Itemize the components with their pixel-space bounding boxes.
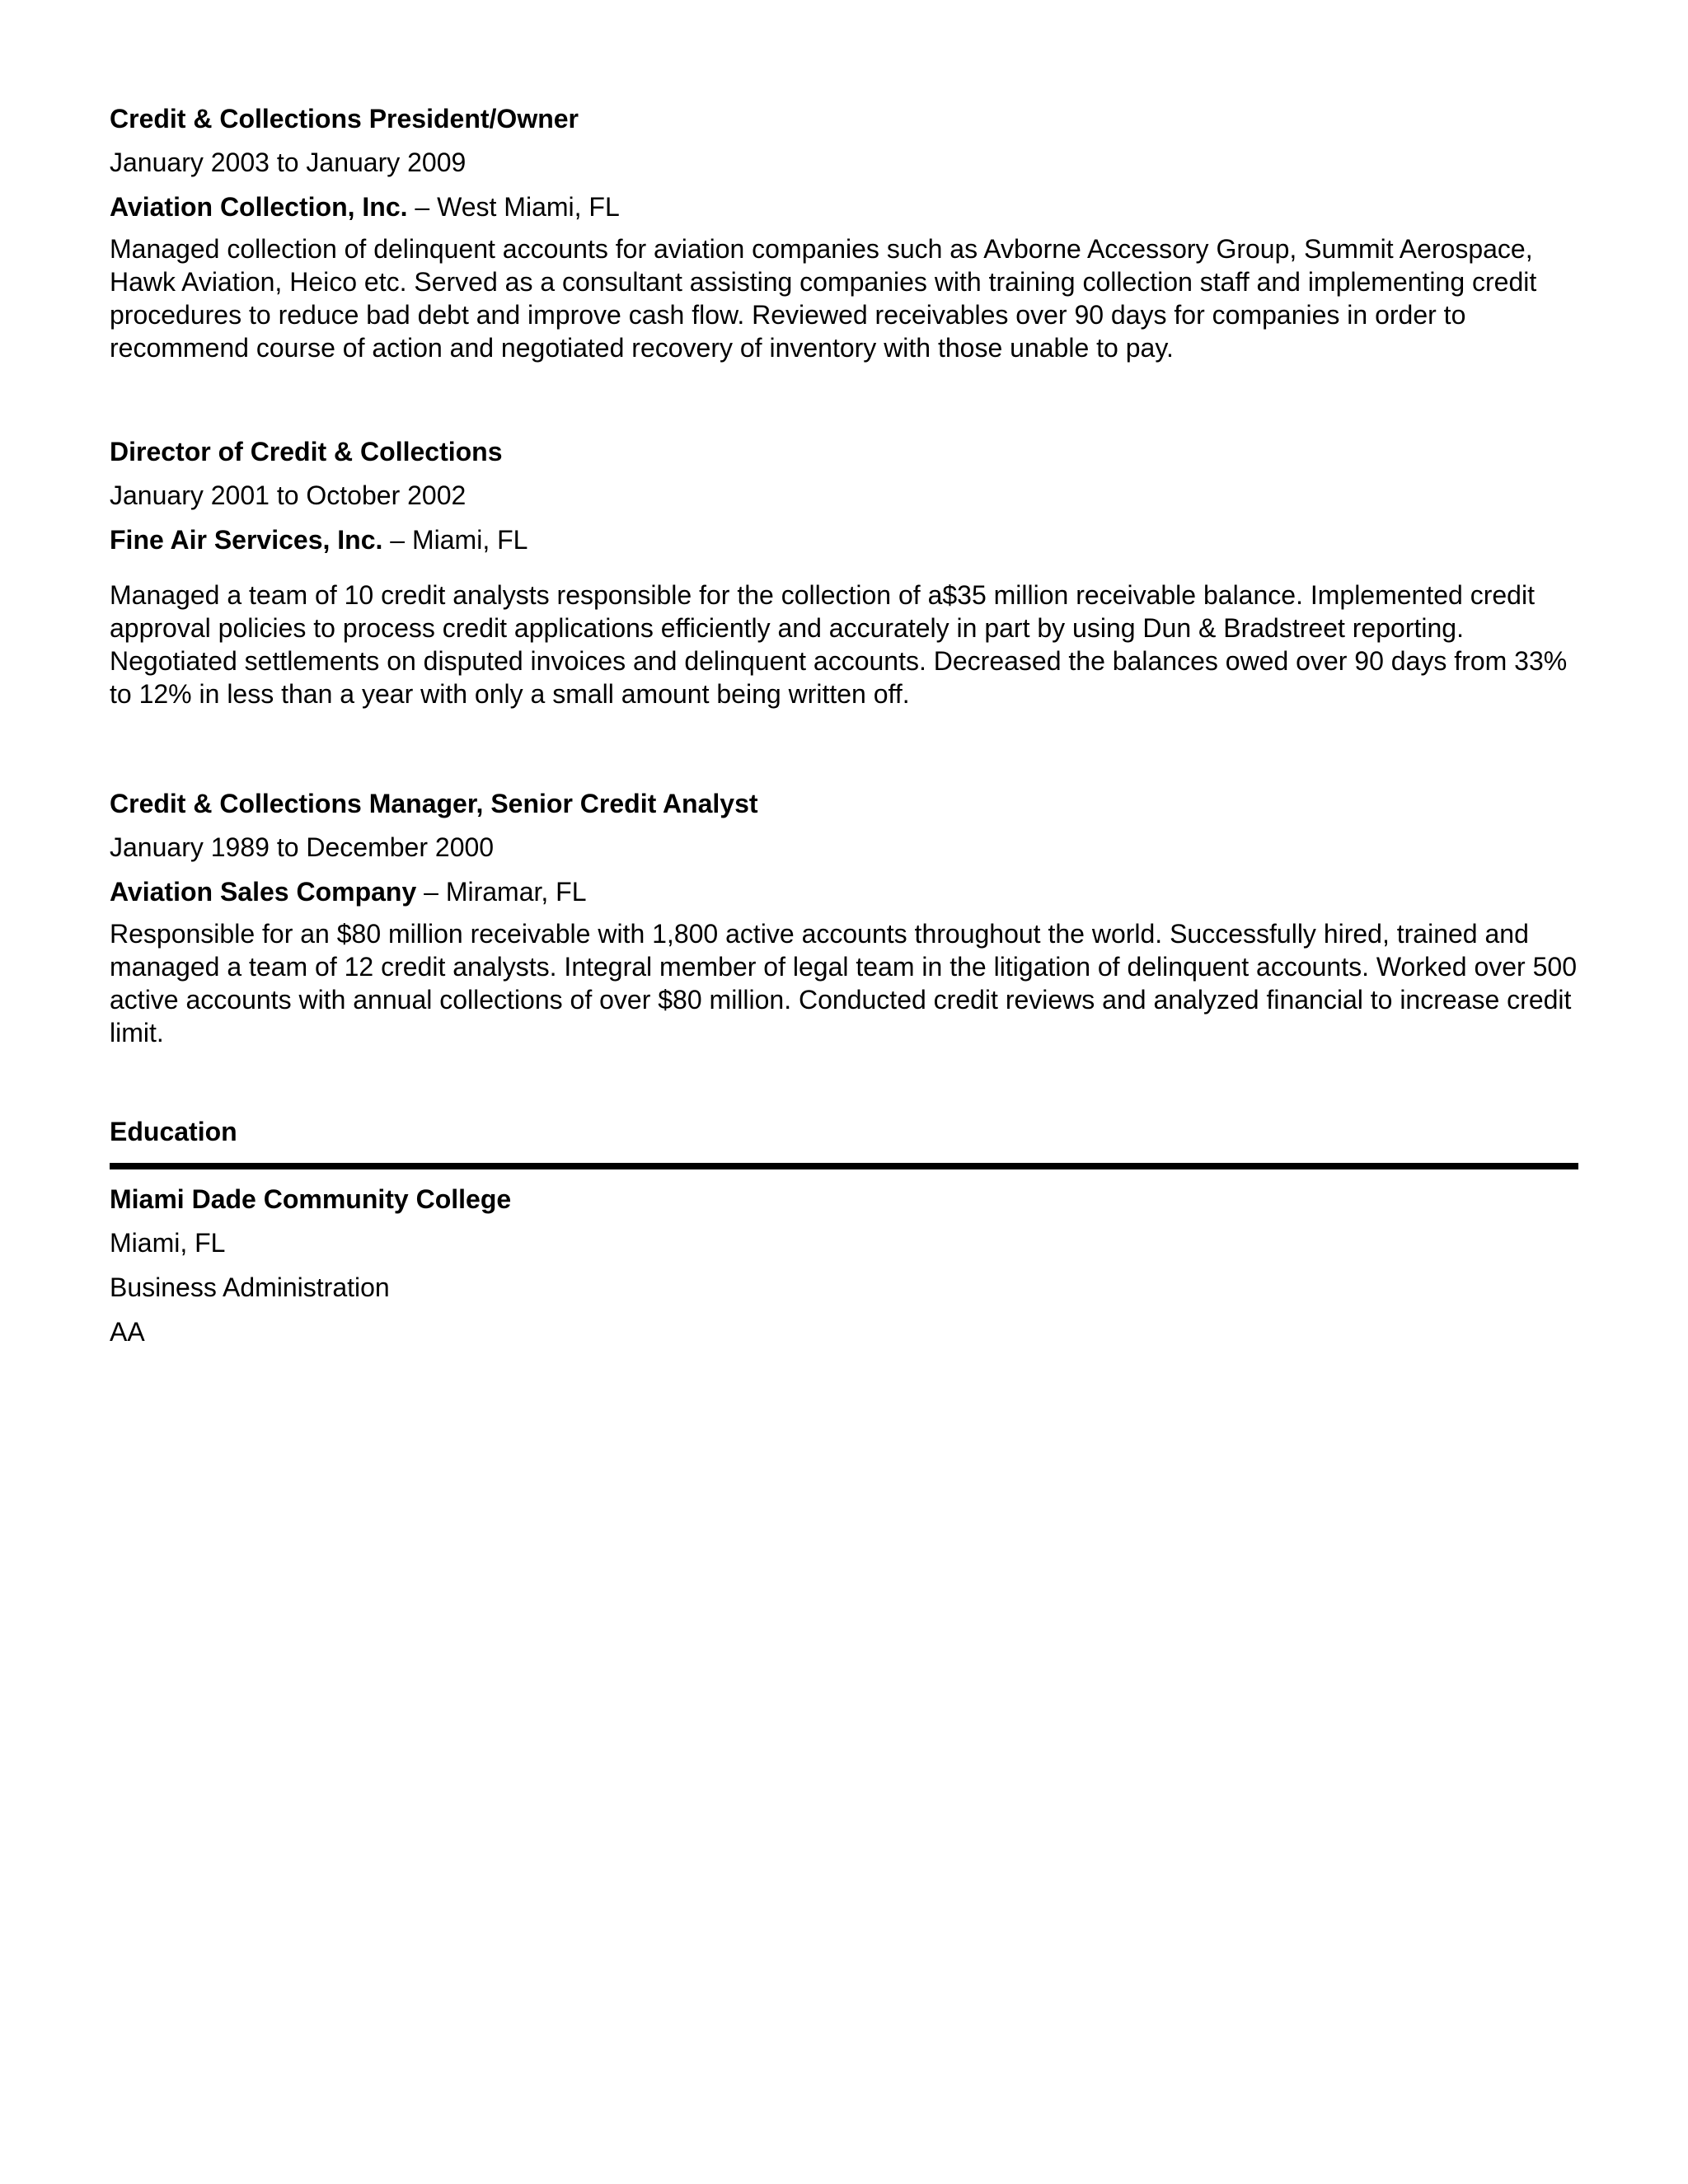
job-title: Credit & Collections President/Owner [110,104,579,134]
section-divider [110,1163,1578,1169]
school-name: Miami Dade Community College [110,1184,512,1214]
field-of-study: Business Administration [110,1272,390,1302]
job-entry-3 [110,782,1578,1049]
job-company-line [110,869,1578,914]
company-location: – Miami, FL [382,525,528,555]
job-company-line [110,185,1578,229]
education-section [110,1110,1578,1354]
job-description: Managed collection of delinquent accounts for aviation companies such as Avborne Accessory Group, Summit Aerospace, Hawk Aviation, Heico etc. Served as a consultant assisting companies with training collection staff and implementing credit procedures to reduce bad debt and improve cash flow. Reviewed receivables over 90 days for companies in order to recommend course of action and negotiated recovery of inventory with those unable to pay. [110,234,1537,363]
job-dates: January 1989 to December 2000 [110,832,495,862]
company-name: Aviation Collection, Inc. [110,192,408,222]
school-location: Miami, FL [110,1228,226,1258]
degree: AA [110,1317,145,1347]
company-location: – West Miami, FL [407,192,620,222]
education-heading: Education [110,1117,237,1146]
job-description: Managed a team of 10 credit analysts responsible for the collection of a$35 million receivable balance. Implemented credit approval policies to process credit applications efficiently and accurately in part by using Dun & Bradstreet reporting. Negotiated settlements on disputed invoices and delinquent accounts. Decreased the balances owed over 90 days from 33% to 12% in less than a year with only a small amount being written off. [110,580,1568,709]
company-name: Fine Air Services, Inc. [110,525,383,555]
job-entry-2 [110,430,1578,710]
company-name: Aviation Sales Company [110,877,417,907]
job-dates: January 2003 to January 2009 [110,148,467,177]
job-entry-1 [110,97,1578,364]
company-location: – Miramar, FL [416,877,587,907]
job-title: Director of Credit & Collections [110,437,503,466]
job-company-line [110,518,1578,562]
job-dates: January 2001 to October 2002 [110,480,467,510]
job-title: Credit & Collections Manager, Senior Credit Analyst [110,789,758,818]
job-description: Responsible for an $80 million receivable with 1,800 active accounts throughout the world. Successfully hired, trained and managed a team of 12 credit analysts. Integral member of legal team in the litigation of delinquent accounts. Worked over 500 active accounts with annual collections of over $80 million. Conducted credit reviews and analyzed financial to increase credit limit. [110,919,1577,1047]
